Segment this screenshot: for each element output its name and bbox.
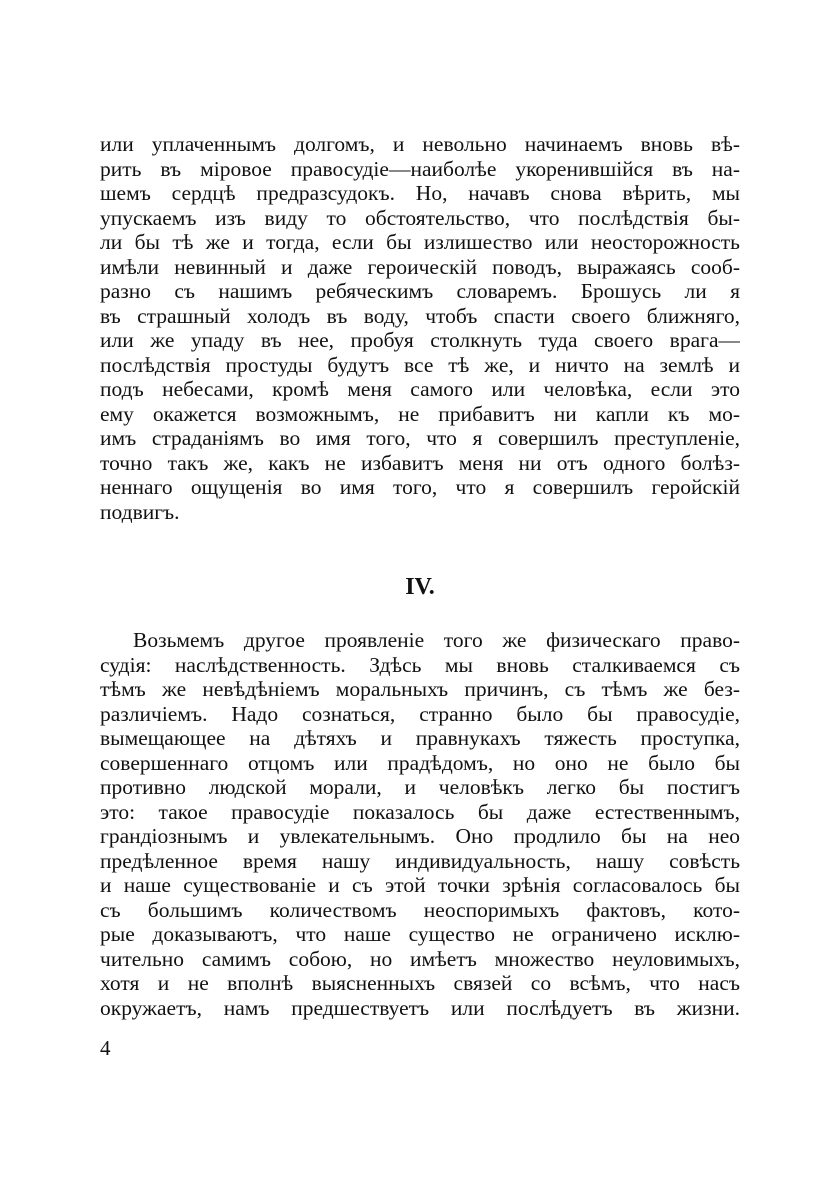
text-line: и наше существованіе и съ этой точки зрѣнія согласовалось бы <box>100 873 740 897</box>
text-line: шемъ сердцѣ предразсудокъ. Но, начавъ снова вѣрить, мы <box>100 181 740 205</box>
section-heading: IV. <box>405 574 435 600</box>
text-line: точно такъ же, какъ не избавитъ меня ни отъ одного болѣз- <box>100 450 740 475</box>
text-line: Возьмемъ другое проявленіе того же физическаго право- <box>133 628 740 652</box>
text-line: подъ небесами, кромѣ меня самого или человѣка, если это <box>100 377 740 401</box>
text-line: вымещающее на дѣтяхъ и правнукахъ тяжесть проступка, <box>100 726 740 750</box>
text-line: ему окажется возможнымъ, не прибавитъ ни капли къ мо- <box>100 401 740 426</box>
text-line: разно съ нашимъ ребяческимъ словаремъ. Брошусь ли я <box>100 279 740 303</box>
text-line: окружаетъ, намъ предшествуетъ или послѣдуетъ въ жизни. <box>100 995 740 1020</box>
page-number: 4 <box>100 1036 111 1060</box>
text-line: съ большимъ количествомъ неоспоримыхъ фактовъ, кото- <box>100 897 740 922</box>
text-line: ли бы тѣ же и тогда, если бы излишество или неосторожность <box>100 230 740 254</box>
text-line: упускаемъ изъ виду то обстоятельство, что послѣдствія бы- <box>100 205 740 230</box>
paragraph-2 <box>100 628 740 1020</box>
text-line: имъ страданіямъ во имя того, что я совершилъ преступленіе, <box>100 426 740 450</box>
text-line: рить въ міровое правосудіе—наиболѣе укоренившійся въ на- <box>100 156 740 181</box>
text-line: противно людской морали, и человѣкъ легко бы постигъ <box>100 775 740 799</box>
text-line: судія: наслѣдственность. Здѣсь мы вновь сталкиваемся съ <box>100 652 740 677</box>
text-line: послѣдствія простуды будутъ все тѣ же, и ничто на землѣ и <box>100 352 740 377</box>
text-line: подвигъ. <box>100 499 180 524</box>
text-line: предѣленное время нашу индивидуальность, нашу совѣсть <box>100 848 740 873</box>
text-line: хотя и не вполнѣ выясненныхъ связей со всѣмъ, что насъ <box>100 971 740 995</box>
text-line: неннаго ощущенія во имя того, что я совершилъ геройскій <box>100 475 740 499</box>
text-line: чительно самимъ собою, но имѣетъ множество неуловимыхъ, <box>100 946 740 971</box>
text-line: различіемъ. Надо сознаться, странно было бы правосудіе, <box>100 701 740 726</box>
text-line: имѣли невинный и даже героическій поводъ, выражаясь сооб- <box>100 254 740 279</box>
text-line: это: такое правосудіе показалось бы даже естественнымъ, <box>100 799 740 824</box>
text-line: въ страшный холодъ въ воду, чтобъ спасти своего ближняго, <box>100 303 740 328</box>
text-line: тѣмъ же невѣдѣніемъ моральныхъ причинъ, съ тѣмъ же без- <box>100 677 740 701</box>
text-line: совершеннаго отцомъ или прадѣдомъ, но оно не было бы <box>100 750 740 775</box>
paragraph-1 <box>100 132 740 524</box>
text-line: или же упаду въ нее, пробуя столкнуть туда своего врага— <box>100 328 740 352</box>
text-line: или уплаченнымъ долгомъ, и невольно начинаемъ вновь вѣ- <box>100 132 740 156</box>
text-line: рые доказываютъ, что наше существо не ограничено исклю- <box>100 922 740 946</box>
text-line: грандіознымъ и увлекательнымъ. Оно продлило бы на нео <box>100 824 740 848</box>
